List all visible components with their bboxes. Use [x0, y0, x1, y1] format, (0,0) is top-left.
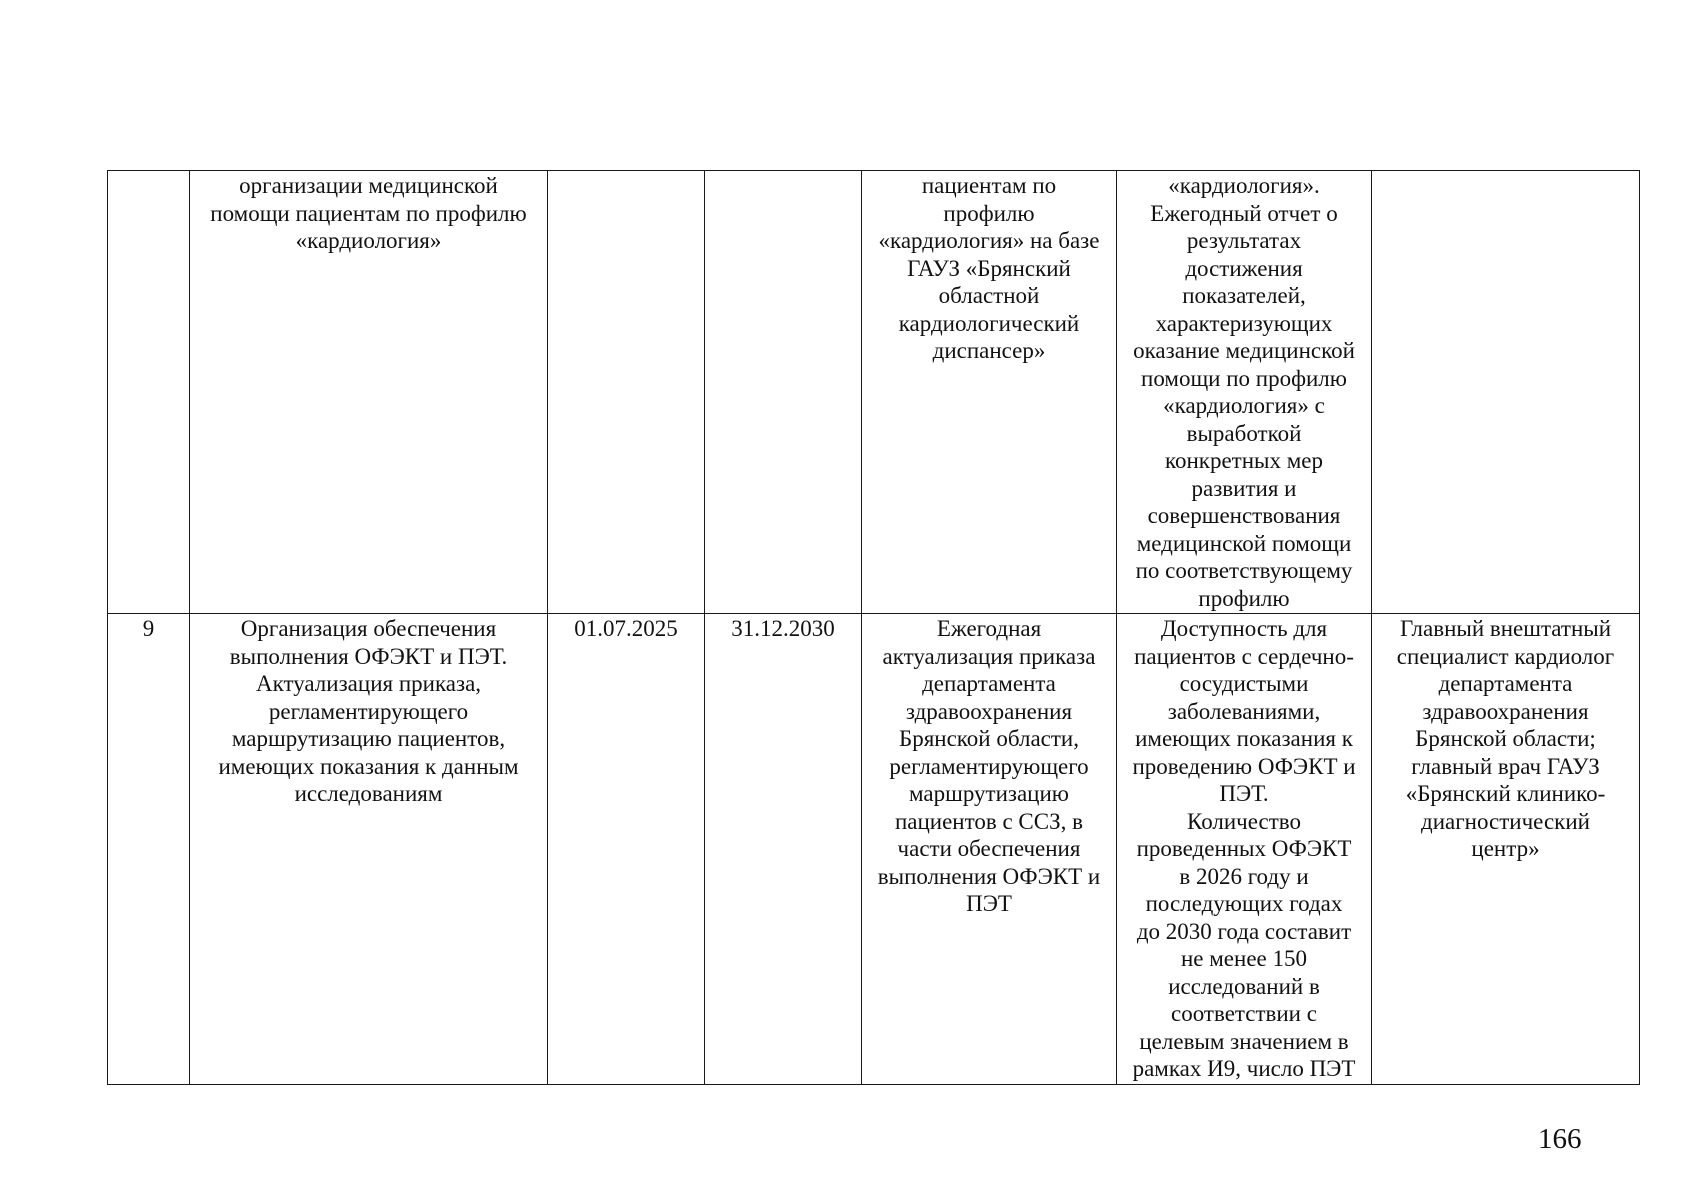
page-number: 166	[1538, 1123, 1582, 1155]
cell-responsible	[1372, 171, 1640, 614]
cell-measure-name: организации медицинской помощи пациентам по профилю «кардиология»	[190, 171, 548, 614]
table-row-continuation	[108, 171, 1640, 614]
cell-end-date	[705, 171, 862, 614]
measures-table	[107, 170, 1640, 1085]
cell-indicator: Доступность для пациентов с сердечно- сосудистыми заболеваниями, имеющих показания к проведению ОФЭКТ и ПЭТ. Количество проведенных ОФЭКТ в 2026 году и последующих годах до 2030 года составит не менее 150 исследований в соответствии с целевым значением в рамках И9, число ПЭТ	[1117, 614, 1372, 1085]
cell-number	[108, 171, 190, 614]
cell-start-date: 01.07.2025	[548, 614, 705, 1085]
cell-start-date	[548, 171, 705, 614]
cell-indicator: «кардиология». Ежегодный отчет о результатах достижения показателей, характеризующих оказание медицинской помощи по профилю «кардиология» с выработкой конкретных мер развития и совершенствования медицинской помощи по соответствующему профилю	[1117, 171, 1372, 614]
table-row-9	[108, 614, 1640, 1085]
cell-responsible: Главный внештатный специалист кардиолог департамента здравоохранения Брянской области; главный врач ГАУЗ «Брянский клинико- диагностический центр»	[1372, 614, 1640, 1085]
cell-number: 9	[108, 614, 190, 1085]
cell-result: пациентам по профилю «кардиология» на базе ГАУЗ «Брянский областной кардиологический диспансер»	[862, 171, 1117, 614]
cell-end-date: 31.12.2030	[705, 614, 862, 1085]
cell-result: Ежегодная актуализация приказа департамента здравоохранения Брянской области, регламентирующего маршрутизацию пациентов с ССЗ, в части обеспечения выполнения ОФЭКТ и ПЭТ	[862, 614, 1117, 1085]
cell-measure-name: Организация обеспечения выполнения ОФЭКТ и ПЭТ. Актуализация приказа, регламентирующего маршрутизацию пациентов, имеющих показания к данным исследованиям	[190, 614, 548, 1085]
